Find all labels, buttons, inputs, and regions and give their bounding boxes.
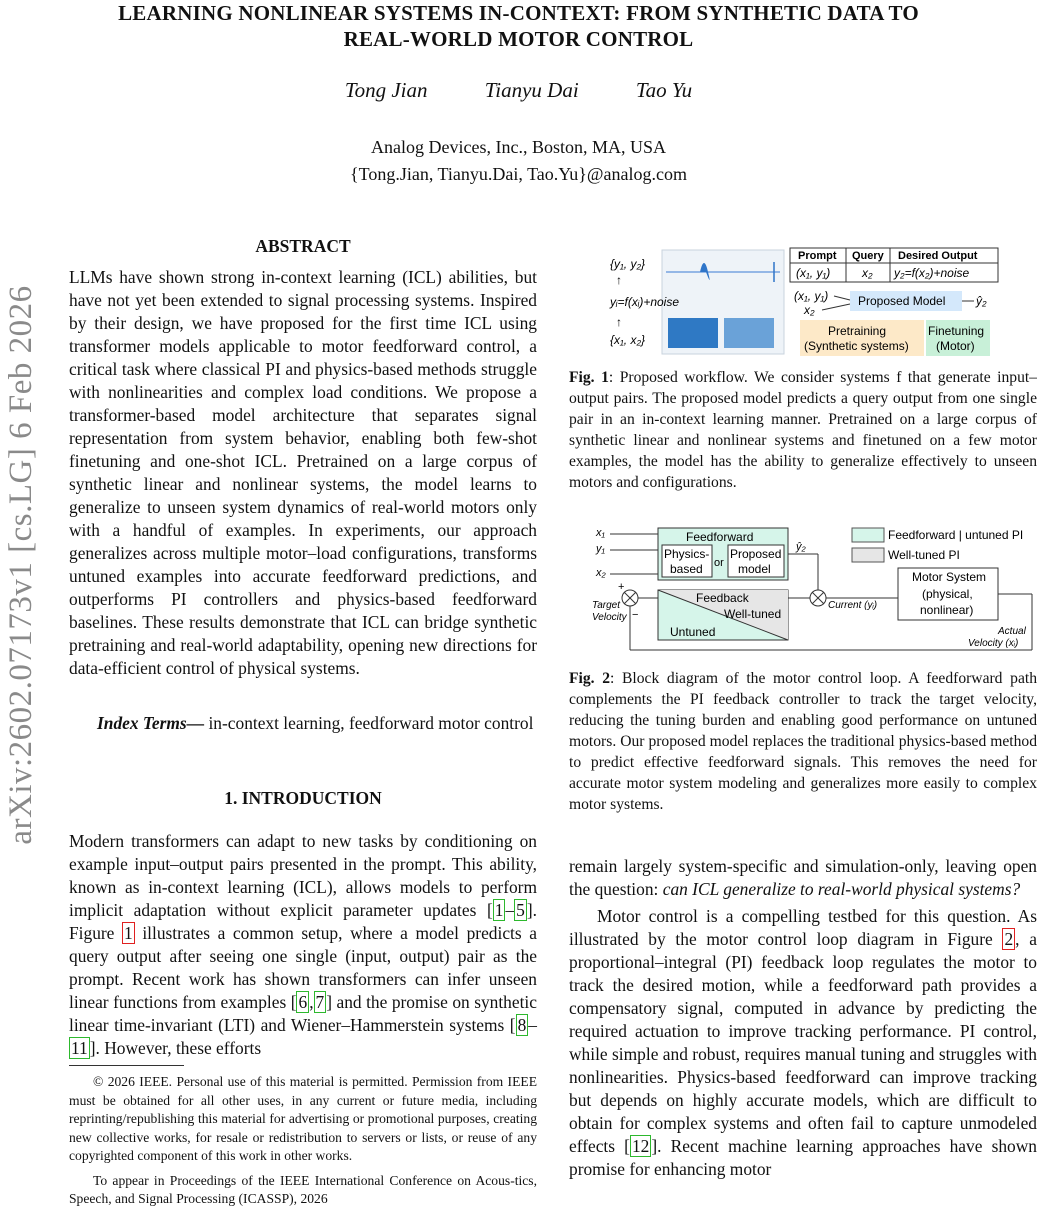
figure-2-label: Fig. 2 [569,670,611,687]
research-question: can ICL generalize to real-world physical systems? [662,879,1021,899]
intro-text: Modern transformers can adapt to new tasks by conditioning on example input–output pairs presented in the prompt. This ability, known as in-context learning (ICL), allows models to perform implicit adaptation without explicit parameter updates [ [69,831,537,920]
figure-ref-1[interactable]: 1 [124,923,133,943]
citation-sep: – [528,1015,537,1035]
col-prompt: Prompt [798,250,837,262]
figure-1-label: Fig. 1 [569,369,609,386]
intro-text: ]. However, these efforts [89,1038,262,1058]
well-tuned-label: Well-tuned [724,607,782,621]
actual-label-1: Actual [998,626,1026,637]
intro-text: ] and the promise on synthetic linear time-invariant (LTI) and Wiener–Hammerstein systems [ [69,992,537,1035]
citation-12[interactable]: 12 [631,1136,650,1156]
intro-text: remain largely system-specific and simulation-only, leaving open the question: [569,856,1037,899]
intro-heading: 1. INTRODUCTION [224,788,382,808]
arrow-query [822,304,850,310]
target-label-2: Velocity [592,612,627,623]
citation-7[interactable]: 7 [315,992,325,1012]
figure-1-caption [569,367,1037,493]
figure-2-control-loop [592,524,1037,654]
junction-1-minus: − [632,609,639,621]
up-arrow-2: ↑ [616,315,622,329]
citation-sep: , [309,992,314,1012]
title-line-1: LEARNING NONLINEAR SYSTEMS IN-CONTEXT: FROM SYNTHETIC DATA TO [118,1,919,25]
abstract-heading: ABSTRACT [255,236,351,256]
untuned-label: Untuned [670,625,716,639]
author-3: Tao Yu [635,78,693,102]
figure-1-caption-text: : Proposed workflow. We consider systems f that generate input–output pairs. The proposed model predicts a query output from one single pair in an in-context learning manner. Pretrained on a large corpus of synthetic linear and nonlinear systems and finetuned on a few motor examples, the model has the ability to generalize effectively to unseen motors and configurations. [569,369,1037,491]
intro-paragraph-1-continued [569,855,1037,901]
copyright-notice: © 2026 IEEE. Personal use of this material is permitted. Permission from IEEE must be obtained for all other uses, in any current or future media, including reprinting/republishing this material for advertising or promotional purposes, creating new collective works, for resale or redistribution to servers or lists, or reuse of any copyrighted component of this work in other works. [69,1074,537,1163]
legend-fb-label: Well-tuned PI [888,548,960,562]
intro-paragraph-1 [69,830,537,1060]
citation-6[interactable]: 6 [298,992,308,1012]
legend-ff-label: Feedforward | untuned PI [888,528,1024,542]
index-terms-text: in-context learning, feedforward motor control [204,713,534,733]
x-signal-block-1 [668,318,718,348]
abstract-body [69,266,537,680]
citation-1[interactable]: 1 [494,900,504,920]
affiliation: Analog Devices, Inc., Boston, MA, USA [371,137,666,157]
footnote-rule [69,1065,184,1066]
paper-title [60,0,977,52]
target-label-1: Target [592,600,620,611]
proposed-label-2: model [738,562,771,576]
author-emails: {Tong.Jian, Tianyu.Dai, Tao.Yu}@analog.com [350,164,687,184]
legend-swatch-ff [852,528,884,542]
input-query: x₂ [804,303,815,317]
intro-text: illustrates a common setup, where a model predicts a query output after seeing one single (input, output) pair as the prompt. Recent work has shown transformers can infer unseen linear functions from examples [ [69,923,537,1012]
affiliation-block [0,134,1037,188]
intro-text: ]. Recent machine learning approaches have shown promise for enhancing motor [569,1136,1037,1179]
x2-input: x₂ [596,567,606,579]
motor-label-1: Motor System [912,570,987,584]
equation-label: yᵢ=f(xᵢ)+noise [610,295,680,309]
index-terms-label: Index Terms— [97,713,205,733]
output-label: ŷ₂ [976,294,987,308]
citation-sep: – [505,900,515,920]
x-pair-label: {x₁, x₂} [610,333,646,347]
author-2: Tianyu Dai [484,78,579,102]
input-pair: (x₁, y₁) [794,289,829,303]
y2hat-label: ŷ₂ [796,541,806,553]
or-label: or [714,557,724,569]
cell-desired: y₂=f(x₂)+noise [894,266,970,280]
up-arrow-1: ↑ [616,273,622,287]
col-desired: Desired Output [898,250,978,262]
pretraining-label: Pretraining [828,324,887,338]
cell-prompt: (x₁, y₁) [796,266,831,280]
arrow-pair [834,296,850,300]
x1-input: x₁ [596,527,605,539]
intro-text: Motor control is a compelling testbed for this question. As illustrated by the motor control loop diagram in Figure [569,906,1037,949]
actual-label-2: Velocity (xᵢ) [968,638,1019,649]
intro-right-column [569,855,1037,1181]
author-1: Tong Jian [344,78,428,102]
citation-8[interactable]: 8 [517,1015,527,1035]
x-signal-block-2 [724,318,774,348]
finetuning-sub: (Motor) [936,339,975,353]
index-terms [69,712,537,735]
feedforward-title: Feedforward [686,530,754,544]
title-line-2: REAL-WORLD MOTOR CONTROL [343,27,694,51]
figure-ref-2[interactable]: 2 [1004,929,1014,949]
figure-2-caption-text: : Block diagram of the motor control loop. A feedforward path complements the PI feedback controller to track the target velocity, reducing the tuning burden and enabling good performance on untuned motors. Our proposed model replaces the traditional physics-based method to predict effective feedforward signals. This removes the need for accurate motor system modeling and generalizes more easily to complex motor systems. [569,670,1037,813]
physics-label-2: based [670,562,703,576]
footnote [69,1073,537,1209]
physics-label-1: Physics- [664,547,710,561]
legend-swatch-fb [852,548,884,562]
pretraining-sub: (Synthetic systems) [804,339,909,353]
y-pair-label: {y₁, y₂} [610,257,646,271]
appear-notice: To appear in Proceedings of the IEEE International Conference on Acous-tics, Speech, and Signal Processing (ICASSP), 2026 [69,1172,537,1206]
intro-paragraph-2 [569,905,1037,1181]
proposed-model-label: Proposed Model [858,294,946,308]
col-query: Query [852,250,884,262]
proposed-label-1: Proposed [730,547,782,561]
abstract-text: LLMs have shown strong in-context learning (ICL) abilities, but have not yet been extended to signal processing systems. Inspired by their design, we have proposed for the first time ICL using transformer models applicable to motor feedforward control, a critical task where classical PI and physics-based methods struggle with nonlinearities and complex load conditions. We propose a transformer-based model architecture that separates signal representation from system behavior, enabling both few-shot finetuning and one-shot ICL. Pretrained on a large corpus of synthetic linear and nonlinear systems, the model learns to generalize to unseen system dynamics of real-world motors only with a handful of examples. In experiments, our approach generalizes across multiple motor–load configurations, transforms untuned examples into accurate feedforward predictions, and outperforms PI controllers and physics-based feedforward baselines. These results demonstrate that ICL can bridge synthetic pretraining and real-world adaptability, opening new directions for data-efficient control of physical systems. [69,267,537,678]
figure-1-workflow [608,244,1002,360]
intro-text: ]. Figure [69,900,537,943]
arxiv-identifier: arXiv:2602.07173v1 [cs.LG] 6 Feb 2026 [3,285,39,845]
finetuning-label: Finetuning [928,324,985,338]
citation-11[interactable]: 11 [71,1038,88,1058]
feedback-title: Feedback [696,591,749,605]
motor-label-2: (physical, [922,587,973,601]
intro-text: , a proportional–integral (PI) feedback loop regulates the motor to track the desired motion, while a feedforward path provides a compensatory signal, computed in advance by predicting the required actuation to improve tracking performance. PI control, while simple and robust, requires manual tuning and struggles with nonlinearities. Physics-based feedforward can improve tracking but depends on highly accurate models, which are difficult to obtain for complex systems and often fail to capture unmodeled effects [ [569,929,1037,1156]
citation-5[interactable]: 5 [516,900,525,920]
cell-query: x₂ [862,266,873,280]
author-list [0,78,1037,103]
junction-1-plus: + [618,581,625,593]
motor-label-3: nonlinear) [920,603,974,617]
y1-input: y₁ [596,543,605,555]
figure-2-caption [569,668,1037,815]
current-label: Current (yᵢ) [828,600,878,611]
